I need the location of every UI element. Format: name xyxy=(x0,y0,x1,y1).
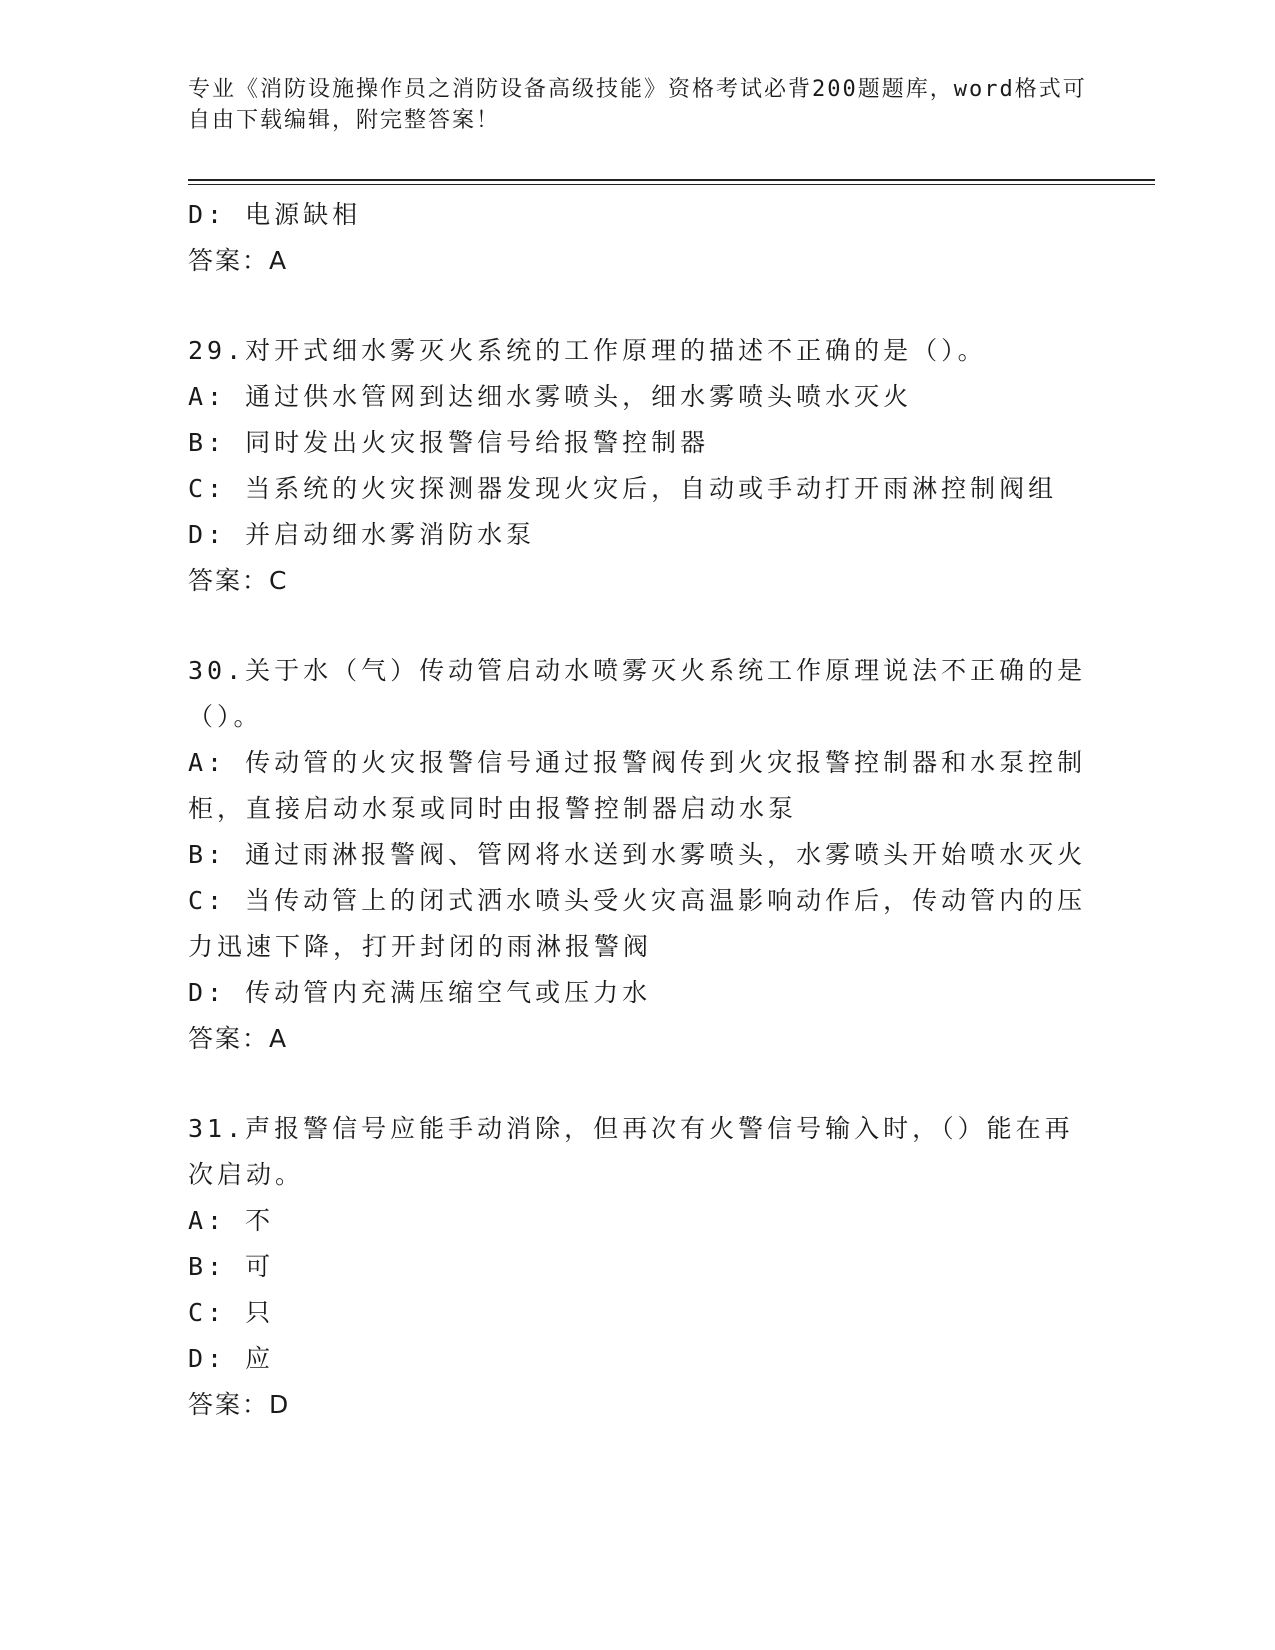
option-b: B: 可 xyxy=(188,1252,275,1281)
document-body xyxy=(188,192,1088,1428)
option-a-continued: 柜，直接启动水泵或同时由报警控制器启动水泵 xyxy=(188,794,798,823)
question-30 xyxy=(188,648,1088,1062)
option-c: C: 只 xyxy=(188,1298,275,1327)
question-31 xyxy=(188,1106,1088,1428)
option-d: D: 电源缺相 xyxy=(188,200,362,229)
header-divider-thin xyxy=(188,184,1155,185)
option-d: D: 应 xyxy=(188,1344,275,1373)
question-29 xyxy=(188,328,1088,604)
question-stem-continued: （）。 xyxy=(188,702,263,731)
option-c: C: 当传动管上的闭式洒水喷头受火灾高温影响动作后，传动管内的压 xyxy=(188,886,1087,915)
question-stem: 29.对开式细水雾灭火系统的工作原理的描述不正确的是（）。 xyxy=(188,336,987,365)
option-b: B: 通过雨淋报警阀、管网将水送到水雾喷头，水雾喷头开始喷水灭火 xyxy=(188,840,1087,869)
option-d: D: 并启动细水雾消防水泵 xyxy=(188,520,536,549)
carryover-question xyxy=(188,192,1088,284)
page-header: 专业《消防设施操作员之消防设备高级技能》资格考试必背200题题库，word格式可自由下载编辑，附完整答案！ xyxy=(188,77,1087,133)
option-c-continued: 力迅速下降，打开封闭的雨淋报警阀 xyxy=(188,932,653,961)
answer: 答案：A xyxy=(188,1024,289,1053)
answer: 答案：C xyxy=(188,566,289,595)
option-a: A: 通过供水管网到达细水雾喷头，细水雾喷头喷水灭火 xyxy=(188,382,913,411)
question-stem-continued: 次启动。 xyxy=(188,1160,305,1189)
option-d: D: 传动管内充满压缩空气或压力水 xyxy=(188,978,652,1007)
answer: 答案：D xyxy=(188,1390,291,1419)
answer: 答案：A xyxy=(188,246,289,275)
question-stem: 31.声报警信号应能手动消除，但再次有火警信号输入时，（）能在再 xyxy=(188,1114,1074,1143)
header-divider xyxy=(188,179,1155,181)
question-stem: 30.关于水（气）传动管启动水喷雾灭火系统工作原理说法不正确的是 xyxy=(188,656,1087,685)
option-a: A: 传动管的火灾报警信号通过报警阀传到火灾报警控制器和水泵控制 xyxy=(188,748,1087,777)
option-c: C: 当系统的火灾探测器发现火灾后，自动或手动打开雨淋控制阀组 xyxy=(188,474,1058,503)
option-a: A: 不 xyxy=(188,1206,275,1235)
option-b: B: 同时发出火灾报警信号给报警控制器 xyxy=(188,428,710,457)
